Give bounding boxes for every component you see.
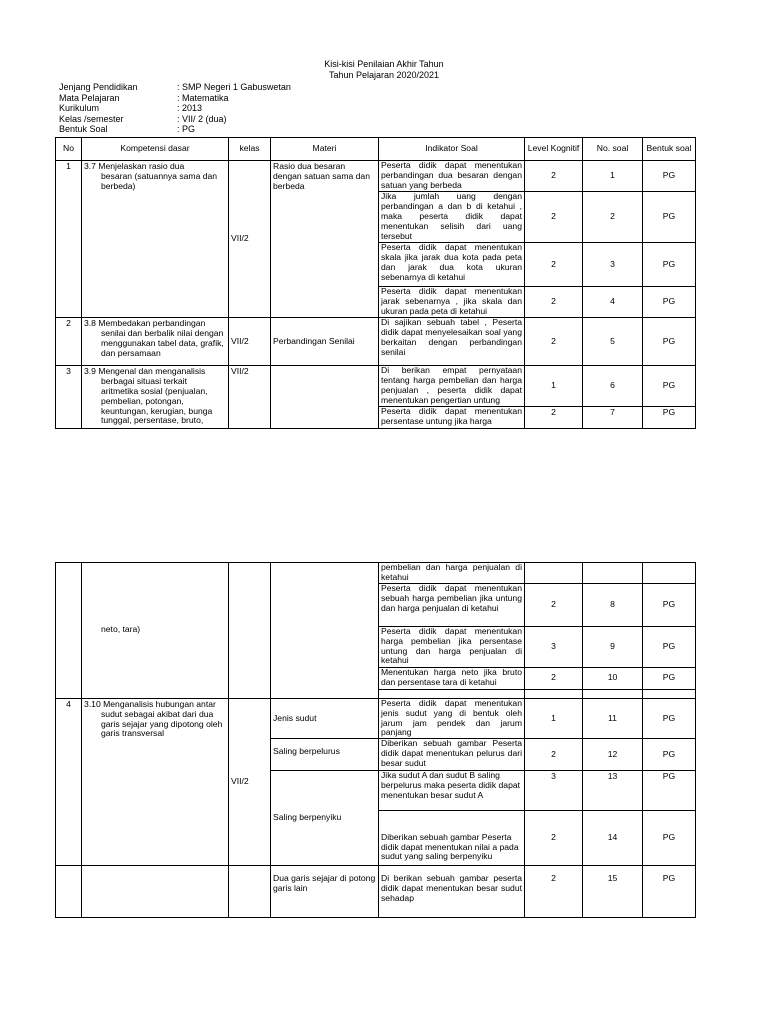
level-kognitif: 2 [525,407,583,429]
indikator-soal: Diberikan sebuah gambar Peserta didik dapat menentukan pelurus dari besar sudut [379,739,525,771]
kd-text: berbagai situasi terkait aritmetika sosial (penjualan, pembelian, potongan, keuntungan, kerugian, bunga tunggal, persentase, bruto, [101,375,213,426]
materi: Perbandingan Senilai [271,318,379,366]
row-no [56,563,82,699]
nomor-soal [583,563,643,584]
nomor-soal: 14 [583,811,643,866]
meta-value: : PG [177,124,196,134]
indikator-soal: Di sajikan sebuah tabel , Peserta didik dapat menyelesaikan soal yang berkaitan dengan perbandingan senilai [379,318,525,366]
indikator-soal: Peserta didik dapat menentukan sebuah harga pembelian jika untung dan harga penjualan di ketahui [379,583,525,626]
kd-text: neto, tara) [101,624,141,635]
bentuk-soal: PG [643,667,696,689]
materi: Rasio dua besaran dengan satuan sama dan berbeda [271,161,379,318]
bentuk-soal: PG [643,771,696,811]
kompetensi-dasar [82,161,229,318]
kompetensi-dasar [82,563,229,699]
indikator-soal: Peserta didik dapat menentukan harga pembelian jika persentase untung dan harga penjualan di ketahui [379,626,525,667]
col-kelas: kelas [229,138,271,161]
level-kognitif: 2 [525,811,583,866]
nomor-soal: 9 [583,626,643,667]
nomor-soal: 13 [583,771,643,811]
col-no-soal: No. soal [583,138,643,161]
meta-label: Kelas /semester [59,113,124,124]
kelas: VII/2 [229,318,271,366]
empty-cell [643,689,696,698]
empty-cell [583,689,643,698]
bentuk-soal: PG [643,192,696,243]
indikator-soal: Peserta didik dapat menentukan jarak sebenarnya , jika skala dan ukuran pada peta di ketahui [379,287,525,318]
materi [271,563,379,699]
bentuk-soal: PG [643,287,696,318]
bentuk-soal: PG [643,407,696,429]
kelas [229,563,271,699]
nomor-soal: 3 [583,243,643,287]
row-no: 3 [56,366,82,429]
indikator-soal: pembelian dan harga penjualan di ketahui [379,563,525,584]
kelas [229,866,271,918]
bentuk-soal: PG [643,366,696,407]
bentuk-soal: PG [643,583,696,626]
document-meta [59,82,291,135]
table-row [56,366,696,407]
kompetensi-dasar [82,698,229,866]
indikator-soal: Jika sudut A dan sudut B saling berpelurus maka peserta didik dapat menentukan besar sudut A [379,771,525,811]
level-kognitif: 2 [525,161,583,192]
col-kompetensi-dasar: Kompetensi dasar [82,138,229,161]
level-kognitif: 2 [525,583,583,626]
level-kognitif [525,563,583,584]
indikator-soal: Jika jumlah uang dengan perbandingan a dan b di ketahui , maka peserta didik dapat menentukan selisih dari uang tersebut [379,192,525,243]
nomor-soal: 12 [583,739,643,771]
meta-row [59,114,291,125]
bentuk-soal: PG [643,243,696,287]
empty-cell [525,689,583,698]
kompetensi-dasar [82,366,229,429]
table-row [56,563,696,584]
table-row [56,698,696,739]
kisi-kisi-table-page-1 [55,137,696,429]
meta-label: Jenjang Pendidikan [59,82,138,92]
bentuk-soal: PG [643,811,696,866]
meta-label: Bentuk Soal [59,124,108,134]
row-no: 1 [56,161,82,318]
meta-value: : SMP Negeri 1 Gabuswetan [177,82,291,92]
kd-heading: 3.10 Menganalisis hubungan antar [84,698,216,709]
row-no: 2 [56,318,82,366]
level-kognitif: 3 [525,771,583,811]
indikator-soal: Peserta didik dapat menentukan skala jika jarak dua kota pada peta dan jarak dua kota ukuran sebenarnya di ketahui [379,243,525,287]
meta-value: : 2013 [177,103,203,113]
nomor-soal: 10 [583,667,643,689]
bentuk-soal: PG [643,739,696,771]
kd-text: besaran (satuannya sama dan berbeda) [101,170,218,191]
kelas: VII/2 [229,698,271,866]
nomor-soal: 2 [583,192,643,243]
kd-heading: 3.8 Membedakan perbandingan [84,318,206,328]
materi: Dua garis sejajar di potong garis lain [271,866,379,918]
nomor-soal: 5 [583,318,643,366]
col-level: Level Kognitif [525,138,583,161]
meta-row [59,103,291,114]
level-kognitif: 3 [525,626,583,667]
school-year: Tahun Pelajaran 2020/2021 [328,70,440,80]
indikator-soal: Peserta didik dapat menentukan perbandingan dua besaran dengan satuan yang berbeda [379,161,525,192]
kelas: VII/2 [229,161,271,318]
meta-label: Mata Pelajaran [59,92,120,103]
meta-row [59,82,291,93]
materi [271,366,379,429]
bentuk-soal: PG [643,698,696,739]
meta-value: : VII/ 2 (dua) [177,113,227,124]
row-no: 4 [56,698,82,866]
indikator-soal: Menentukan harga neto jika bruto dan persentase tara di ketahui [379,667,525,689]
level-kognitif: 2 [525,192,583,243]
indikator-soal: Diberikan sebuah gambar Peserta didik dapat menentukan nilai a pada sudut yang saling berpenyiku [379,811,525,866]
row-no [56,866,82,918]
level-kognitif: 2 [525,739,583,771]
bentuk-soal: PG [643,318,696,366]
indikator-soal: Di berikan sebuah gambar peserta didik dapat menentukan besar sudut sehadap [379,866,525,918]
nomor-soal: 11 [583,698,643,739]
indikator-soal: Peserta didik dapat menentukan jenis sudut yang di bentuk oleh jarum jam pendek dan jarum panjang [379,698,525,739]
nomor-soal: 8 [583,583,643,626]
kd-heading: 3.7 Menjelaskan rasio dua [84,161,185,171]
level-kognitif: 2 [525,318,583,366]
col-no: No [56,138,82,161]
nomor-soal: 7 [583,407,643,429]
level-kognitif: 2 [525,287,583,318]
nomor-soal: 4 [583,287,643,318]
meta-row [59,93,291,104]
materi: Jenis sudut [271,698,379,739]
level-kognitif: 1 [525,698,583,739]
level-kognitif: 1 [525,366,583,407]
meta-label: Kurikulum [59,103,100,113]
level-kognitif: 2 [525,667,583,689]
materi: Saling berpenyiku [271,771,379,866]
table-row [56,866,696,918]
bentuk-soal: PG [643,866,696,918]
meta-row [59,124,291,135]
col-materi: Materi [271,138,379,161]
bentuk-soal [643,563,696,584]
table-header-row [56,138,696,161]
bentuk-soal: PG [643,626,696,667]
kompetensi-dasar [82,866,229,918]
kelas: VII/2 [229,366,271,429]
nomor-soal: 1 [583,161,643,192]
indikator-soal: Peserta didik dapat menentukan persentase untung jika harga [379,407,525,429]
empty-cell [379,689,525,698]
nomor-soal: 15 [583,866,643,918]
meta-value: : Matematika [177,92,229,103]
table-row [56,161,696,192]
level-kognitif: 2 [525,243,583,287]
materi: Saling berpelurus [271,739,379,771]
col-indikator: Indikator Soal [379,138,525,161]
level-kognitif: 2 [525,866,583,918]
kompetensi-dasar [82,318,229,366]
nomor-soal: 6 [583,366,643,407]
kd-heading: 3.9 Mengenal dan menganalisis [84,366,206,376]
col-bentuk: Bentuk soal [643,138,696,161]
kd-text: sudut sebagai akibat dari dua garis sejajar yang dipotong oleh garis transversal [101,708,223,739]
table-row [56,318,696,366]
kisi-kisi-table-page-2 [55,562,696,918]
indikator-soal: Di berikan empat pernyataan tentang harga pembelian dan harga penjualan , peserta didik dapat menentukan pengertian untung [379,366,525,407]
document-title: Kisi-kisi Penilaian Akhir Tahun [324,59,444,69]
bentuk-soal: PG [643,161,696,192]
kd-text: senilai dan berbalik nilai dengan menggunakan tabel data, grafik, dan persamaan [101,327,224,358]
